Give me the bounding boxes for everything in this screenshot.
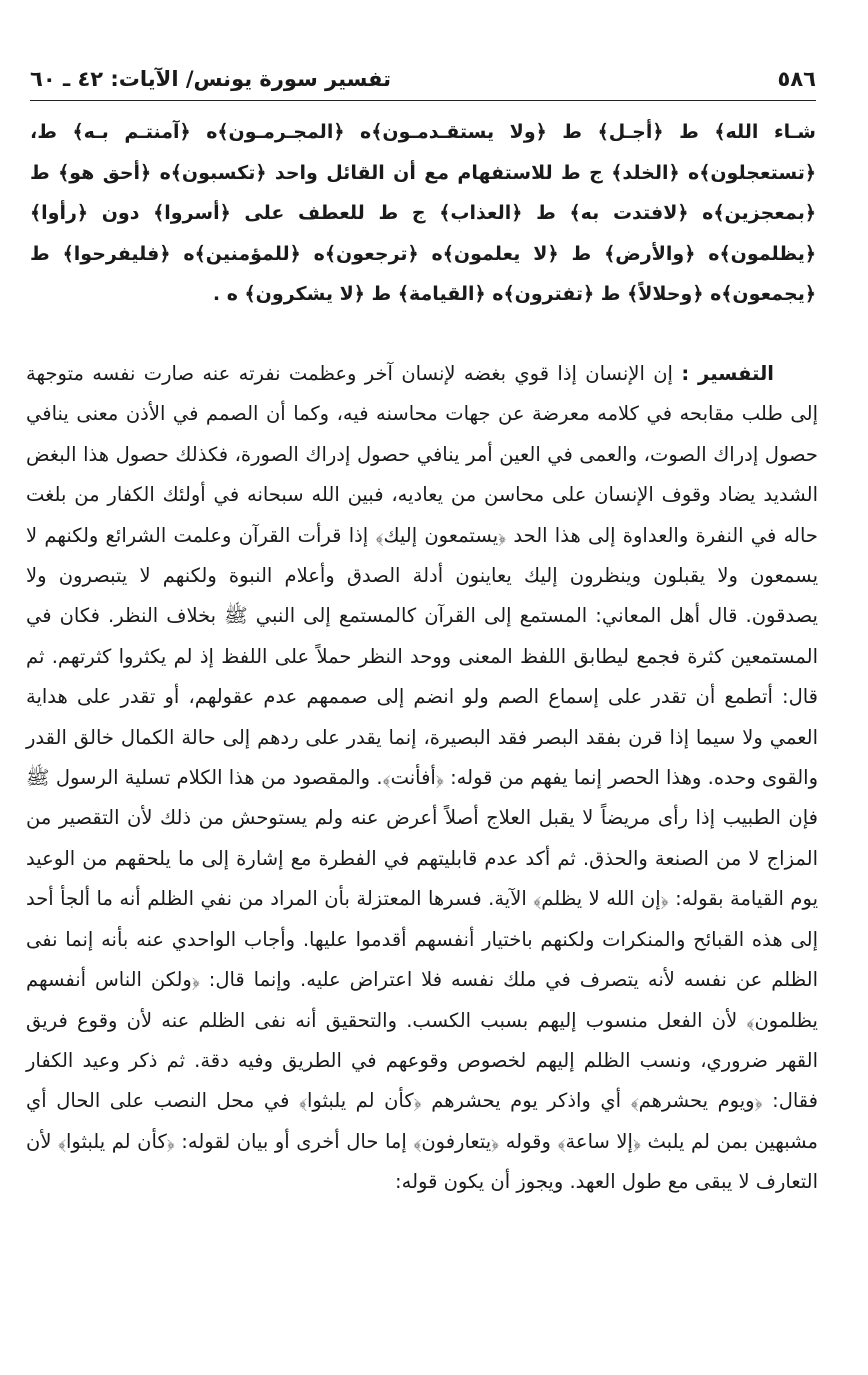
page-header	[30, 62, 816, 96]
waqf-notes: شـاء الله﴾ ط ﴿أجـل﴾ ط ﴿ولا يستقـدمـون﴾ه ﴿المجـرمـون﴾ه ﴿آمنتـم بـه﴾ ط، ﴿تستعجلون﴾ه ﴿الخلد﴾ ج ط للاستفهام مع أن القائل واحد ﴿تكسبون﴾ه ﴿أحق هو﴾ ط ﴿بمعجزين﴾ه ﴿لافتدت به﴾ ط ﴿العذاب﴾ ج ط للعطف على ﴿أسروا﴾ دون ﴿رأوا﴾ ﴿يظلمون﴾ه ﴿والأرض﴾ ط ﴿لا يعلمون﴾ه ﴿ترجعون﴾ه ﴿للمؤمنين﴾ه ﴿فليفرحوا﴾ ط ﴿يجمعون﴾ه ﴿وحلالاً﴾ ط ﴿تفترون﴾ه ﴿القيامة﴾ ط ﴿لا يشكرون﴾ ه .	[30, 121, 816, 305]
tafsir-text: إن الإنسان إذا قوي بغضه لإنسان آخر وعظمت نفرته عنه صارت نفسه متوجهة إلى طلب مقابحه في كلامه معرضة عن جهات محاسنه فيه، وكما أن الصمم في الأذن معنى ينافي حصول إدراك الصوت، والعمى في العين أمر ينافي حصول إدراك الصورة، فكذلك حصول هذا البغض الشديد يضاد وقوف الإنسان على محاسن من يعاديه، فبين الله سبحانه في أولئك الكفار من بلغت حاله في النفرة والعداوة إلى هذا الحد ﴿يستمعون إليك﴾ إذا قرأت القرآن وعلمت الشرائع ولكنهم لا يسمعون ولا يقبلون وينظرون إليك يعاينون أدلة الصدق وأعلام النبوة ولكنهم لا يتبصرون ولا يصدقون. قال أهل المعاني: المستمع إلى القرآن كالمستمع إلى النبي ﷺ بخلاف النظر. فكان في المستمعين كثرة فجمع ليطابق اللفظ المعنى ووحد النظر حملاً على اللفظ إذ لم يكثروا كثرتهم. ثم قال: أتطمع أن تقدر على إسماع الصم ولو انضم إلى صممهم عدم عقولهم، أو تقدر على هداية العمي ولا سيما إذا قرن بفقد البصر فقد البصيرة، إنما يقدر على ردهم إلى حالة الكمال خالق القدر والقوى وحده. وهذا الحصر إنما يفهم من قوله: ﴿أفأنت﴾. والمقصود من هذا الكلام تسلية الرسول ﷺ فإن الطبيب إذا رأى مريضاً لا يقبل العلاج أصلاً أعرض عنه ولم يستوحش من ذلك لأن التقصير من المزاج لا من الصنعة والحذق. ثم أكد عدم قابليتهم في الفطرة مع إشارة إلى ما يلحقهم من الوعيد يوم القيامة بقوله: ﴿إن الله لا يظلم﴾ الآية. فسرها المعتزلة بأن المراد من نفي الظلم أنه ما ألجأ أحد إلى هذه القبائح والمنكرات ولكنهم باختيار أنفسهم أقدموا عليها. وأجاب الواحدي عنه بأنه إنما نفى الظلم عن نفسه لأنه يتصرف في ملك نفسه فلا اعتراض عليه. وإنما قال: ﴿ولكن الناس أنفسهم يظلمون﴾ لأن الفعل منسوب إليهم بسبب الكسب. والتحقيق أنه نفى الظلم عنه لأن وقوع فريق القهر ضروري، ونسب الظلم إليهم لخصوص وقوعهم في الطريق وفيه دقة. ثم ذكر وعيد الكفار فقال: ﴿ويوم يحشرهم﴾ أي واذكر يوم يحشرهم ﴿كأن لم يلبثوا﴾ في محل النصب على الحال أي مشبهين بمن لم يلبث ﴿إلا ساعة﴾ وقوله ﴿يتعارفون﴾ إما حال أخرى أو بيان لقوله: ﴿كأن لم يلبثوا﴾ لأن التعارف لا يبقى مع طول العهد. ويجوز أن يكون قوله:	[26, 362, 818, 1194]
tafsir-section	[26, 354, 818, 1203]
header-divider	[30, 100, 816, 101]
running-title: تفسير سورة يونس/ الآيات: ٤٢ ـ ٦٠	[30, 67, 392, 91]
page-number: ٥٨٦	[777, 67, 816, 91]
tafsir-label: التفسير :	[681, 362, 774, 385]
tafsir-paragraph	[26, 354, 818, 1203]
